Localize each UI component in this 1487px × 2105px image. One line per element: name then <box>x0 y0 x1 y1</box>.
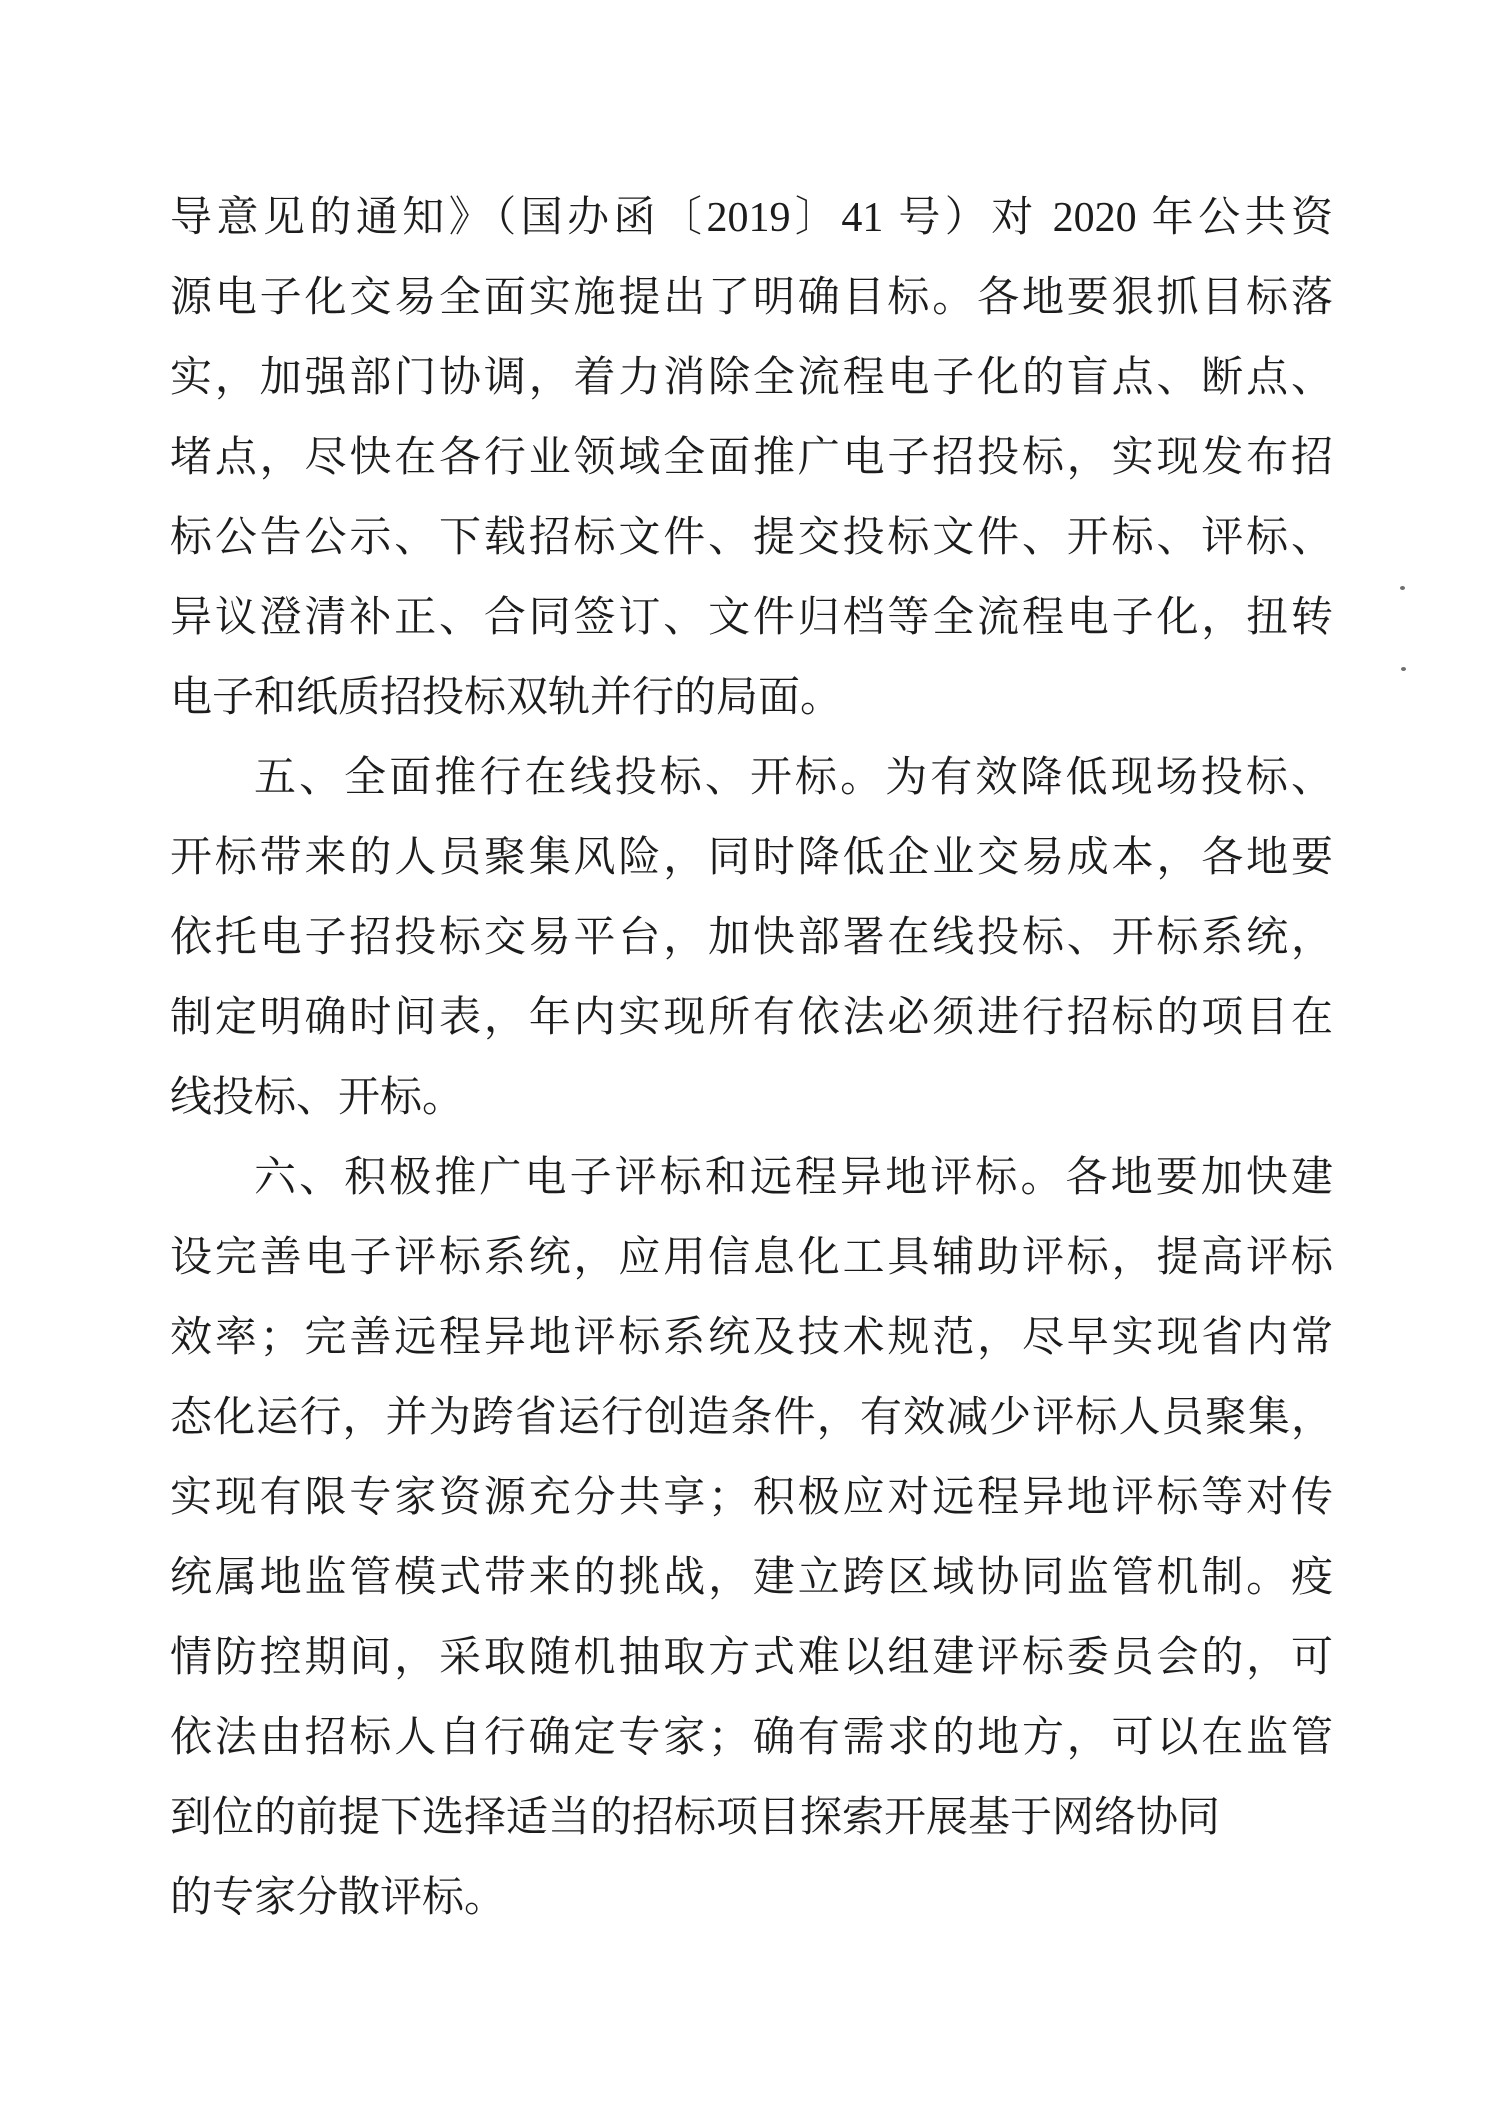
text-line: 设完善电子评标系统，应用信息化工具辅助评标，提高评标 <box>170 1235 1333 1281</box>
text-line: 线投标、开标。 <box>170 1075 465 1121</box>
text-line: 标公告公示、下载招标文件、提交投标文件、开标、评标、 <box>170 515 1333 561</box>
text-line: 制定明确时间表，年内实现所有依法必须进行招标的项目在 <box>170 995 1333 1041</box>
text-line: 电子和纸质招投标双轨并行的局面。 <box>170 675 843 721</box>
text-line: 态化运行，并为跨省运行创造条件，有效减少评标人员聚集， <box>170 1395 1333 1441</box>
text-line: 导意见的通知》（国办函〔2019〕41 号）对 2020 年公共资 <box>170 195 1333 241</box>
text-line: 实现有限专家资源充分共享；积极应对远程异地评标等对传 <box>170 1475 1333 1521</box>
text-line: 源电子化交易全面实施提出了明确目标。各地要狠抓目标落 <box>170 275 1333 321</box>
text-line: 依托电子招投标交易平台，加快部署在线投标、开标系统， <box>170 915 1333 961</box>
text-line: 情防控期间，采取随机抽取方式难以组建评标委员会的，可 <box>170 1635 1333 1681</box>
text-line: 六、积极推广电子评标和远程异地评标。各地要加快建 <box>254 1155 1333 1201</box>
document-body <box>170 178 1333 1938</box>
text-line: 开标带来的人员聚集风险，同时降低企业交易成本，各地要 <box>170 835 1333 881</box>
text-line: 实，加强部门协调，着力消除全流程电子化的盲点、断点、 <box>170 355 1333 401</box>
text-line: 堵点，尽快在各行业领域全面推广电子招投标，实现发布招 <box>170 435 1333 481</box>
text-line: 效率；完善远程异地评标系统及技术规范，尽早实现省内常 <box>170 1315 1333 1361</box>
text-line: 的专家分散评标。 <box>170 1875 507 1921</box>
scan-speck <box>1401 667 1406 671</box>
text-line: 五、全面推行在线投标、开标。为有效降低现场投标、 <box>254 755 1333 801</box>
text-line: 统属地监管模式带来的挑战，建立跨区域协同监管机制。疫 <box>170 1555 1333 1601</box>
scan-speck <box>1400 586 1405 590</box>
text-line: 到位的前提下选择适当的招标项目探索开展基于网络协同 <box>170 1795 1221 1841</box>
text-line: 异议澄清补正、合同签订、文件归档等全流程电子化，扭转 <box>170 595 1333 641</box>
text-line: 依法由招标人自行确定专家；确有需求的地方，可以在监管 <box>170 1715 1333 1761</box>
